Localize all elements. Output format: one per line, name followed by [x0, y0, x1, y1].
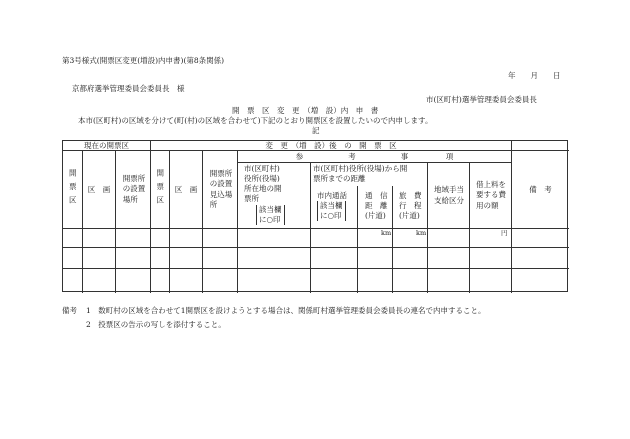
rule — [63, 268, 569, 269]
rule — [202, 150, 203, 293]
chiiki-teate-label: 地域手当 支給区分 — [434, 185, 464, 205]
addressee: 京都府選挙管理委員会委員長 様 — [72, 84, 185, 93]
setchi-miko-label: 開票所 の設置 見込場 所 — [209, 169, 233, 209]
kaihyoku-label: 開票区 — [68, 169, 78, 210]
remark-item-1: 1 数町村の区域を合わせて1開票区を設けようとする場合は、関係町村選挙管理委員会委員長の連名で内申すること。 — [86, 306, 486, 315]
form-number: 第3号様式(開票区変更(増設)内申書)(第8条関係) — [62, 56, 225, 65]
sanko-jiko-header: 参 考 事 項 — [295, 151, 454, 161]
gaito-circle-label-2: 該当欄 に○印 — [317, 201, 346, 221]
shakuage-label: 借上料を 要する費 用の額 — [476, 180, 506, 210]
rule — [392, 186, 393, 293]
sender: 市(区町村)選挙管理委員会委員長 — [426, 95, 537, 104]
ki-mark: 記 — [312, 126, 320, 135]
body-text: 本市(区町村)の区域を分けて(町(村)の区域を合わせて)下記のとおり開票区を設置したいので内申します。 — [78, 116, 433, 125]
kukaku-label: 区 画 — [87, 184, 111, 194]
yakusho-location-label: 市(区町村) 役所(役場) 所在地の開 票所 — [244, 164, 282, 204]
date-line: 年 月 日 — [508, 71, 561, 80]
rule — [427, 162, 428, 293]
biko-label: 備 考 — [529, 184, 552, 194]
after-change-header: 変 更 （増 設）後 の 開 票 区 — [265, 140, 397, 150]
document-title: 開 票 区 変 更 （増 設）内 申 書 — [232, 106, 379, 115]
setchi-basho-label: 開票所 の設置 場所 — [122, 174, 146, 204]
shinai-tsushin-label: 市内通話 — [317, 191, 347, 200]
gaito-circle-label: 該当欄 に○印 — [256, 205, 285, 225]
rule — [469, 162, 470, 293]
unit-yen: 円 — [501, 229, 508, 237]
unit-km-tsushin: km — [381, 229, 392, 237]
current-kaihyoku-header: 現在の開票区 — [84, 140, 129, 150]
ryohi-kotei-label: 旅 費 行 程 (片道) — [399, 191, 422, 221]
remarks-label: 備考 — [62, 306, 77, 315]
distance-header: 市(区町村)役所(役場)から開 票所までの距離 — [313, 164, 408, 184]
remark-item-2: 2 投票区の告示の写しを添付すること。 — [86, 320, 226, 329]
rule — [63, 247, 569, 248]
rule — [63, 228, 569, 229]
application-table — [62, 140, 568, 292]
rule — [357, 186, 358, 293]
rule — [310, 162, 311, 293]
tsushin-kyori-label: 通 信 距 離 (片道) — [365, 191, 388, 221]
rule — [115, 150, 116, 293]
kaihyoku-label-new: 開票区 — [155, 169, 165, 210]
rule — [237, 150, 238, 293]
kukaku-label-new: 区 画 — [174, 184, 198, 194]
unit-km-ryohi: km — [416, 229, 427, 237]
